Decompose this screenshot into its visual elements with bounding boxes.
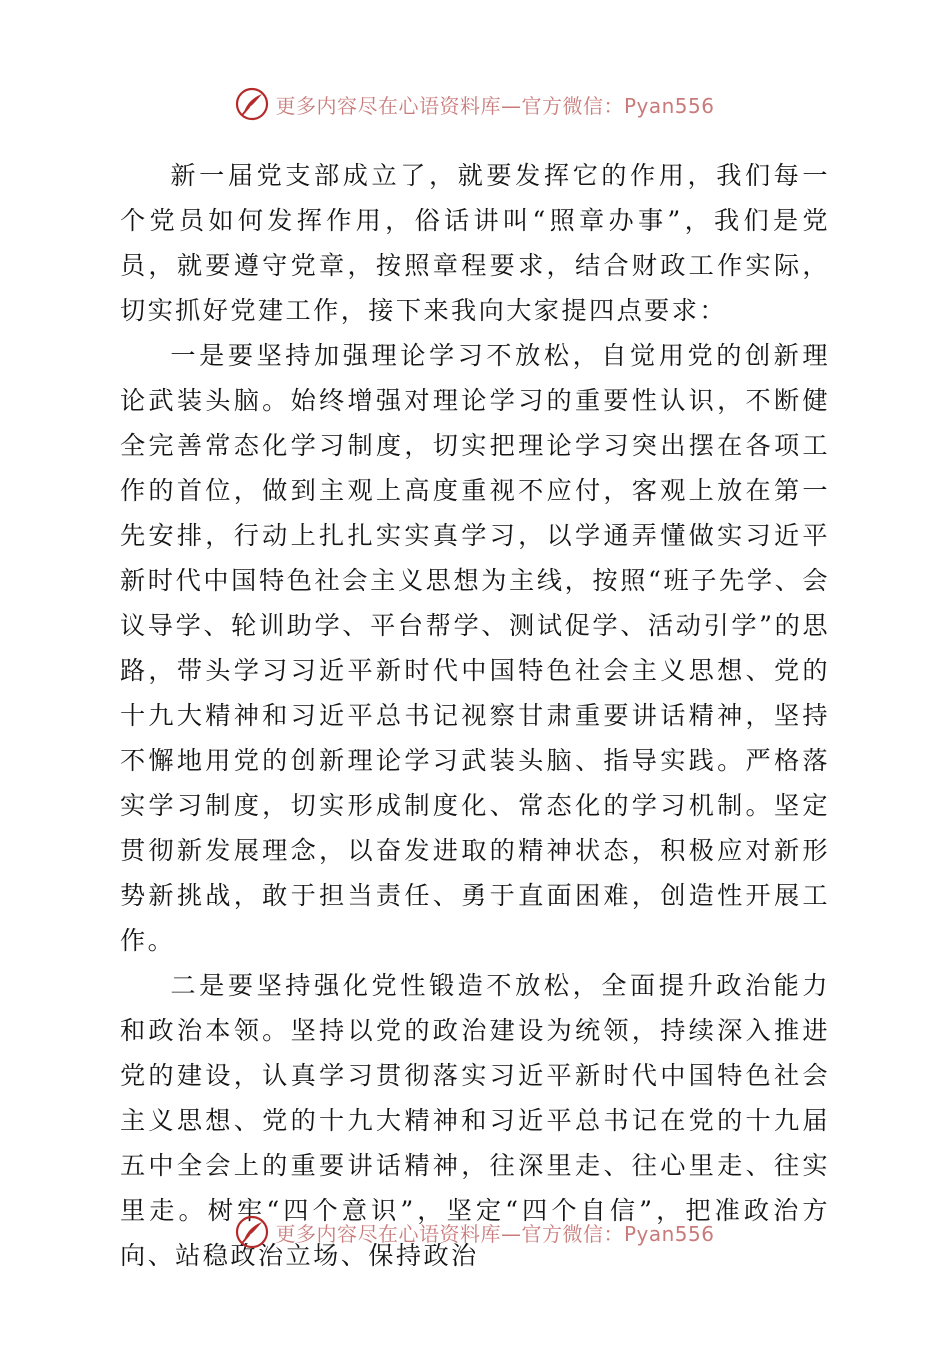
quill-logo-icon	[235, 1215, 269, 1249]
footer-watermark	[0, 1212, 950, 1252]
paragraph-intro: 新一届党支部成立了，就要发挥它的作用，我们每一个党员如何发挥作用，俗话讲叫“照章办事”，我们是党员，就要遵守党章，按照章程要求，结合财政工作实际，切实抓好党建工作，接下来我向大家提四点要求：	[120, 161, 830, 325]
quill-logo-icon	[235, 87, 269, 121]
paragraph-point-two: 二是要坚持强化党性锻造不放松，全面提升政治能力和政治本领。坚持以党的政治建设为统领，持续深入推进党的建设，认真学习贯彻落实习近平新时代中国特色社会主义思想、党的十九大精神和习近平总书记在党的十九届五中全会上的重要讲话精神，往深里走、往心里走、往实里走。树牢“四个意识”，坚定“四个自信”，把准政治方向、站稳政治立场、保持政治	[120, 971, 830, 1270]
paragraph-point-one: 一是要坚持加强理论学习不放松，自觉用党的创新理论武装头脑。始终增强对理论学习的重要性认识，不断健全完善常态化学习制度，切实把理论学习突出摆在各项工作的首位，做到主观上高度重视不应付，客观上放在第一先安排，行动上扎扎实实真学习，以学通弄懂做实习近平新时代中国特色社会主义思想为主线，按照“班子先学、会议导学、轮训助学、平台帮学、测试促学、活动引学”的思路，带头学习习近平新时代中国特色社会主义思想、党的十九大精神和习近平总书记视察甘肃重要讲话精神，坚持不懈地用党的创新理论学习武装头脑、指导实践。严格落实学习制度，切实形成制度化、常态化的学习机制。坚定贯彻新发展理念，以奋发进取的精神状态，积极应对新形势新挑战，敢于担当责任、勇于直面困难，创造性开展工作。	[120, 341, 830, 955]
watermark-text: 更多内容尽在心语资料库—官方微信：Pyan556	[275, 93, 715, 118]
header-watermark	[0, 84, 950, 124]
document-body	[120, 153, 830, 1278]
watermark-text: 更多内容尽在心语资料库—官方微信：Pyan556	[275, 1221, 715, 1246]
